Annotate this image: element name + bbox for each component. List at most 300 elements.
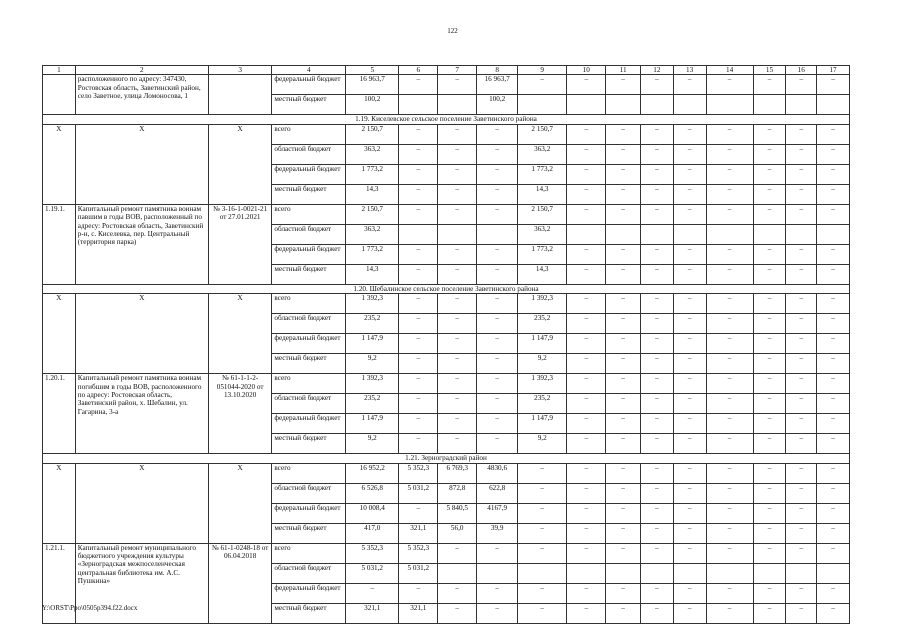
- value-cell: –: [567, 503, 606, 523]
- value-cell: –: [817, 523, 850, 543]
- value-cell: –: [567, 463, 606, 483]
- value-cell: –: [706, 164, 753, 184]
- value-cell: 235,2: [346, 394, 399, 414]
- value-cell: –: [641, 314, 674, 334]
- value-cell: –: [641, 294, 674, 314]
- value-cell: –: [438, 184, 477, 204]
- value-cell: –: [706, 354, 753, 374]
- funding-source-cell: областной бюджет: [272, 224, 346, 244]
- value-cell: –: [753, 334, 786, 354]
- section-title: 1.19. Киселевское сельское поселение Заветинского района: [43, 115, 850, 124]
- value-cell: –: [518, 603, 567, 623]
- value-cell: –: [706, 334, 753, 354]
- value-cell: –: [438, 583, 477, 603]
- file-path-footer: Y:\ORST\Ppo\0505p394.f22.docx: [42, 604, 138, 612]
- value-cell: –: [399, 394, 438, 414]
- value-cell: –: [641, 124, 674, 144]
- value-cell: –: [673, 294, 706, 314]
- value-cell: 9,2: [346, 354, 399, 374]
- value-cell: 321,1: [399, 603, 438, 623]
- value-cell: –: [606, 75, 641, 95]
- column-number: 14: [706, 66, 753, 75]
- value-cell: 5 031,2: [346, 563, 399, 583]
- x-mark-cell: X: [75, 124, 208, 204]
- value-cell: –: [641, 244, 674, 264]
- column-number: 10: [567, 66, 606, 75]
- funding-source-cell: федеральный бюджет: [272, 583, 346, 603]
- value-cell: –: [706, 523, 753, 543]
- value-cell: –: [606, 184, 641, 204]
- value-cell: –: [786, 164, 817, 184]
- value-cell: 5 352,3: [346, 543, 399, 563]
- value-cell: [567, 563, 606, 583]
- value-cell: –: [567, 394, 606, 414]
- value-cell: –: [817, 294, 850, 314]
- value-cell: 9,2: [518, 434, 567, 454]
- value-cell: –: [786, 75, 817, 95]
- value-cell: 363,2: [518, 144, 567, 164]
- value-cell: –: [567, 483, 606, 503]
- value-cell: [673, 95, 706, 115]
- x-mark-cell: X: [75, 463, 208, 543]
- table-row: [43, 463, 850, 483]
- value-cell: –: [786, 374, 817, 394]
- value-cell: –: [706, 483, 753, 503]
- column-number: 3: [208, 66, 271, 75]
- item-number-cell: [43, 75, 76, 115]
- value-cell: [518, 95, 567, 115]
- value-cell: –: [817, 264, 850, 284]
- funding-source-cell: областной бюджет: [272, 314, 346, 334]
- value-cell: –: [817, 603, 850, 623]
- value-cell: –: [753, 314, 786, 334]
- funding-source-cell: местный бюджет: [272, 264, 346, 284]
- value-cell: –: [753, 204, 786, 224]
- value-cell: –: [786, 124, 817, 144]
- value-cell: –: [477, 124, 518, 144]
- value-cell: –: [567, 414, 606, 434]
- value-cell: –: [438, 434, 477, 454]
- value-cell: –: [786, 463, 817, 483]
- value-cell: –: [606, 523, 641, 543]
- value-cell: –: [753, 144, 786, 164]
- value-cell: –: [641, 75, 674, 95]
- column-number-row: [43, 66, 850, 75]
- value-cell: [786, 95, 817, 115]
- table-row: [43, 75, 850, 95]
- value-cell: –: [706, 314, 753, 334]
- value-cell: –: [641, 434, 674, 454]
- column-number: 15: [753, 66, 786, 75]
- funding-source-cell: всего: [272, 124, 346, 144]
- value-cell: –: [817, 124, 850, 144]
- value-cell: –: [399, 294, 438, 314]
- table-row: [43, 374, 850, 394]
- value-cell: –: [753, 583, 786, 603]
- value-cell: –: [606, 603, 641, 623]
- value-cell: –: [567, 204, 606, 224]
- value-cell: –: [706, 463, 753, 483]
- value-cell: 14,3: [346, 264, 399, 284]
- value-cell: –: [753, 124, 786, 144]
- column-number: 5: [346, 66, 399, 75]
- value-cell: –: [753, 603, 786, 623]
- funding-source-cell: федеральный бюджет: [272, 75, 346, 95]
- x-mark-cell: X: [208, 294, 271, 374]
- value-cell: [753, 95, 786, 115]
- value-cell: –: [753, 184, 786, 204]
- value-cell: –: [753, 75, 786, 95]
- value-cell: –: [438, 244, 477, 264]
- value-cell: –: [518, 583, 567, 603]
- column-number: 11: [606, 66, 641, 75]
- value-cell: –: [706, 294, 753, 314]
- budget-table: [42, 65, 850, 624]
- value-cell: –: [673, 523, 706, 543]
- value-cell: 1 392,3: [518, 374, 567, 394]
- value-cell: –: [753, 463, 786, 483]
- value-cell: –: [817, 374, 850, 394]
- value-cell: –: [641, 603, 674, 623]
- value-cell: –: [673, 583, 706, 603]
- value-cell: [438, 224, 477, 244]
- value-cell: –: [518, 463, 567, 483]
- value-cell: 235,2: [346, 314, 399, 334]
- value-cell: –: [606, 394, 641, 414]
- value-cell: –: [399, 583, 438, 603]
- value-cell: –: [786, 264, 817, 284]
- column-number: 13: [673, 66, 706, 75]
- value-cell: –: [438, 374, 477, 394]
- column-number: 9: [518, 66, 567, 75]
- value-cell: 39,9: [477, 523, 518, 543]
- value-cell: 14,3: [518, 184, 567, 204]
- value-cell: –: [817, 583, 850, 603]
- funding-source-cell: местный бюджет: [272, 523, 346, 543]
- value-cell: –: [786, 434, 817, 454]
- value-cell: –: [673, 434, 706, 454]
- value-cell: –: [606, 124, 641, 144]
- value-cell: 2 150,7: [518, 124, 567, 144]
- value-cell: –: [567, 354, 606, 374]
- value-cell: –: [399, 144, 438, 164]
- value-cell: –: [786, 523, 817, 543]
- value-cell: –: [477, 354, 518, 374]
- object-name-cell: расположенного по адресу: 347430, Ростовская область, Заветинский район, село Заветное, улица Ломоносова, 1: [75, 75, 208, 115]
- value-cell: –: [518, 503, 567, 523]
- value-cell: –: [706, 264, 753, 284]
- value-cell: –: [567, 124, 606, 144]
- value-cell: –: [438, 394, 477, 414]
- value-cell: –: [817, 244, 850, 264]
- value-cell: –: [567, 184, 606, 204]
- value-cell: –: [641, 374, 674, 394]
- value-cell: [817, 563, 850, 583]
- value-cell: –: [567, 543, 606, 563]
- value-cell: –: [438, 294, 477, 314]
- value-cell: –: [438, 75, 477, 95]
- value-cell: –: [706, 75, 753, 95]
- value-cell: –: [786, 294, 817, 314]
- funding-source-cell: федеральный бюджет: [272, 244, 346, 264]
- value-cell: 6 769,3: [438, 463, 477, 483]
- value-cell: –: [673, 483, 706, 503]
- value-cell: 2 150,7: [346, 124, 399, 144]
- section-title: 1.20. Шебалинское сельское поселение Заветинского района: [43, 284, 850, 293]
- value-cell: –: [477, 414, 518, 434]
- column-number: 17: [817, 66, 850, 75]
- value-cell: –: [438, 124, 477, 144]
- funding-source-cell: местный бюджет: [272, 354, 346, 374]
- value-cell: [567, 224, 606, 244]
- funding-source-cell: местный бюджет: [272, 95, 346, 115]
- table-row: [43, 204, 850, 224]
- value-cell: –: [477, 264, 518, 284]
- value-cell: –: [477, 374, 518, 394]
- value-cell: –: [817, 434, 850, 454]
- value-cell: –: [399, 374, 438, 394]
- value-cell: –: [606, 503, 641, 523]
- value-cell: –: [477, 334, 518, 354]
- value-cell: –: [518, 523, 567, 543]
- value-cell: –: [753, 244, 786, 264]
- value-cell: –: [477, 204, 518, 224]
- value-cell: 235,2: [518, 314, 567, 334]
- value-cell: –: [567, 523, 606, 543]
- value-cell: –: [606, 334, 641, 354]
- value-cell: [399, 95, 438, 115]
- value-cell: –: [817, 463, 850, 483]
- value-cell: –: [641, 184, 674, 204]
- value-cell: –: [673, 144, 706, 164]
- value-cell: –: [606, 414, 641, 434]
- value-cell: –: [477, 314, 518, 334]
- value-cell: –: [706, 374, 753, 394]
- value-cell: –: [817, 414, 850, 434]
- value-cell: –: [641, 144, 674, 164]
- value-cell: –: [706, 394, 753, 414]
- value-cell: –: [673, 124, 706, 144]
- funding-source-cell: федеральный бюджет: [272, 334, 346, 354]
- funding-source-cell: всего: [272, 204, 346, 224]
- value-cell: –: [438, 164, 477, 184]
- value-cell: 363,2: [346, 144, 399, 164]
- table-row: [43, 294, 850, 314]
- value-cell: 4830,6: [477, 463, 518, 483]
- value-cell: –: [673, 414, 706, 434]
- value-cell: –: [673, 394, 706, 414]
- value-cell: 6 526,8: [346, 483, 399, 503]
- value-cell: [567, 95, 606, 115]
- value-cell: [606, 563, 641, 583]
- value-cell: 1 773,2: [346, 244, 399, 264]
- value-cell: –: [399, 354, 438, 374]
- x-mark-cell: X: [43, 124, 76, 204]
- value-cell: –: [399, 314, 438, 334]
- value-cell: 363,2: [346, 224, 399, 244]
- value-cell: [706, 224, 753, 244]
- value-cell: –: [567, 583, 606, 603]
- value-cell: –: [786, 503, 817, 523]
- value-cell: –: [641, 483, 674, 503]
- value-cell: [817, 224, 850, 244]
- value-cell: 16 963,7: [477, 75, 518, 95]
- value-cell: –: [399, 244, 438, 264]
- value-cell: –: [641, 394, 674, 414]
- table-row: [43, 543, 850, 563]
- value-cell: –: [606, 164, 641, 184]
- value-cell: –: [673, 374, 706, 394]
- value-cell: 417,0: [346, 523, 399, 543]
- value-cell: –: [706, 144, 753, 164]
- value-cell: [641, 95, 674, 115]
- value-cell: –: [399, 204, 438, 224]
- value-cell: –: [606, 264, 641, 284]
- value-cell: –: [673, 204, 706, 224]
- value-cell: –: [673, 354, 706, 374]
- value-cell: 9,2: [346, 434, 399, 454]
- value-cell: –: [606, 204, 641, 224]
- value-cell: –: [753, 414, 786, 434]
- value-cell: 14,3: [518, 264, 567, 284]
- value-cell: –: [606, 434, 641, 454]
- value-cell: 56,0: [438, 523, 477, 543]
- value-cell: 1 147,9: [518, 334, 567, 354]
- funding-source-cell: областной бюджет: [272, 483, 346, 503]
- value-cell: –: [438, 204, 477, 224]
- value-cell: 9,2: [518, 354, 567, 374]
- value-cell: [753, 563, 786, 583]
- value-cell: –: [706, 244, 753, 264]
- value-cell: –: [786, 394, 817, 414]
- value-cell: 5 031,2: [399, 483, 438, 503]
- value-cell: –: [477, 603, 518, 623]
- x-mark-cell: X: [208, 124, 271, 204]
- value-cell: 1 773,2: [518, 244, 567, 264]
- value-cell: 363,2: [518, 224, 567, 244]
- value-cell: –: [438, 334, 477, 354]
- section-title: 1.21. Зерноградский район: [43, 454, 850, 463]
- value-cell: –: [817, 184, 850, 204]
- value-cell: –: [786, 204, 817, 224]
- value-cell: –: [641, 583, 674, 603]
- value-cell: –: [706, 434, 753, 454]
- value-cell: 14,3: [346, 184, 399, 204]
- item-number-cell: 1.19.1.: [43, 204, 76, 284]
- value-cell: –: [753, 264, 786, 284]
- value-cell: 2 150,7: [346, 204, 399, 224]
- value-cell: [753, 224, 786, 244]
- value-cell: –: [641, 503, 674, 523]
- value-cell: –: [567, 144, 606, 164]
- value-cell: [641, 563, 674, 583]
- value-cell: –: [399, 124, 438, 144]
- document-cell: № 3-16-1-0021-21 от 27.01.2021: [208, 204, 271, 284]
- value-cell: –: [438, 543, 477, 563]
- funding-source-cell: всего: [272, 374, 346, 394]
- value-cell: 1 147,9: [346, 334, 399, 354]
- value-cell: –: [817, 483, 850, 503]
- value-cell: [399, 224, 438, 244]
- value-cell: 16 952,2: [346, 463, 399, 483]
- value-cell: –: [477, 164, 518, 184]
- funding-source-cell: местный бюджет: [272, 184, 346, 204]
- column-number: 2: [75, 66, 208, 75]
- value-cell: [706, 95, 753, 115]
- value-cell: –: [518, 483, 567, 503]
- value-cell: –: [753, 434, 786, 454]
- value-cell: [606, 95, 641, 115]
- value-cell: –: [438, 264, 477, 284]
- funding-source-cell: федеральный бюджет: [272, 164, 346, 184]
- value-cell: –: [786, 314, 817, 334]
- value-cell: –: [477, 184, 518, 204]
- document-cell: № 61-1-1-2-051044-2020 от 13.10.2020: [208, 374, 271, 454]
- value-cell: 1 147,9: [518, 414, 567, 434]
- value-cell: –: [567, 334, 606, 354]
- value-cell: –: [438, 354, 477, 374]
- value-cell: –: [673, 164, 706, 184]
- x-mark-cell: X: [43, 294, 76, 374]
- value-cell: –: [786, 483, 817, 503]
- value-cell: –: [567, 374, 606, 394]
- value-cell: –: [606, 543, 641, 563]
- value-cell: –: [673, 264, 706, 284]
- value-cell: –: [606, 463, 641, 483]
- value-cell: –: [673, 75, 706, 95]
- value-cell: 1 392,3: [346, 374, 399, 394]
- value-cell: –: [567, 244, 606, 264]
- value-cell: 1 773,2: [346, 164, 399, 184]
- value-cell: –: [641, 204, 674, 224]
- value-cell: –: [817, 543, 850, 563]
- value-cell: –: [673, 244, 706, 264]
- value-cell: –: [518, 543, 567, 563]
- value-cell: –: [567, 164, 606, 184]
- value-cell: –: [817, 144, 850, 164]
- value-cell: 1 773,2: [518, 164, 567, 184]
- value-cell: –: [706, 184, 753, 204]
- value-cell: –: [786, 354, 817, 374]
- section-title-row: [43, 115, 850, 124]
- value-cell: 321,1: [346, 603, 399, 623]
- value-cell: 5 352,3: [399, 463, 438, 483]
- value-cell: [606, 224, 641, 244]
- value-cell: –: [706, 583, 753, 603]
- value-cell: –: [641, 354, 674, 374]
- value-cell: –: [641, 414, 674, 434]
- funding-source-cell: федеральный бюджет: [272, 503, 346, 523]
- value-cell: –: [438, 144, 477, 164]
- value-cell: –: [399, 164, 438, 184]
- value-cell: –: [817, 334, 850, 354]
- value-cell: –: [606, 374, 641, 394]
- value-cell: –: [673, 603, 706, 623]
- value-cell: –: [673, 503, 706, 523]
- value-cell: –: [706, 543, 753, 563]
- value-cell: –: [673, 314, 706, 334]
- value-cell: [477, 224, 518, 244]
- funding-source-cell: всего: [272, 294, 346, 314]
- value-cell: –: [606, 144, 641, 164]
- value-cell: –: [399, 334, 438, 354]
- value-cell: –: [817, 354, 850, 374]
- value-cell: –: [706, 503, 753, 523]
- column-number: 16: [786, 66, 817, 75]
- document-cell: [208, 75, 271, 115]
- value-cell: –: [567, 75, 606, 95]
- value-cell: –: [477, 434, 518, 454]
